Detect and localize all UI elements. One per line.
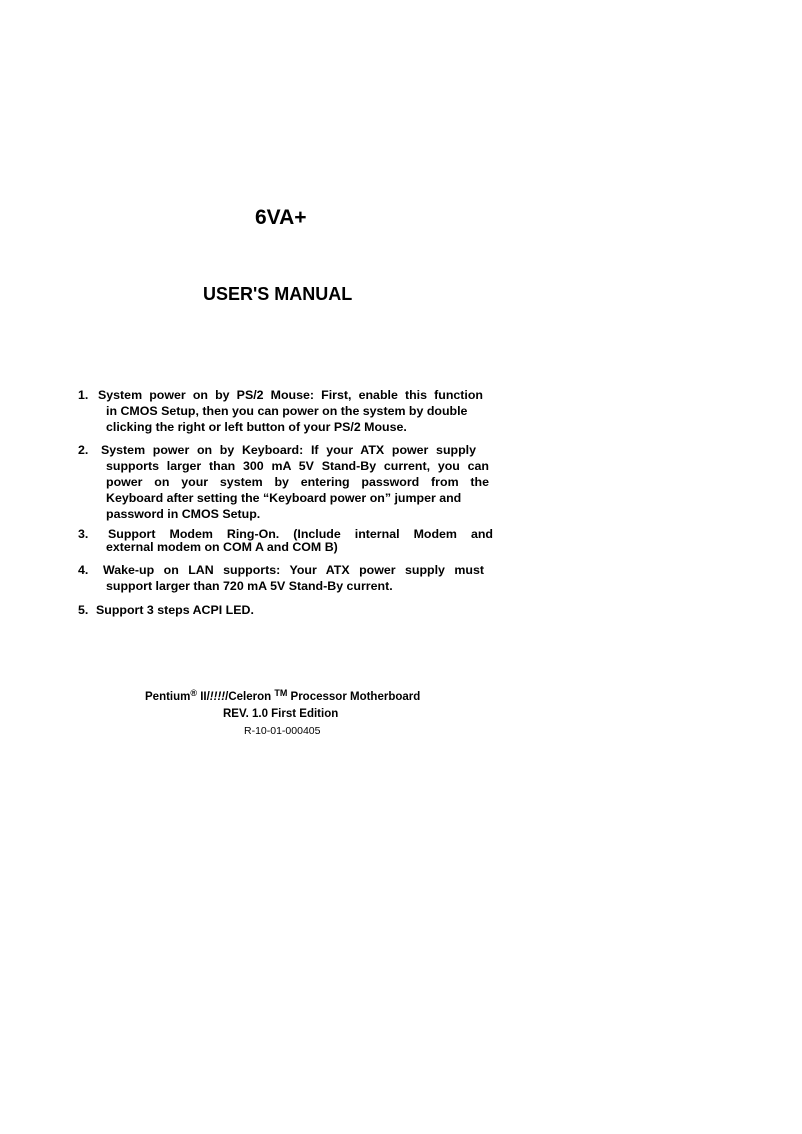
feature-item-5 [78,602,493,618]
feature-line: Keyboard after setting the “Keyboard power on” jumper and [106,491,462,505]
feature-line: System power on by PS/2 Mouse: First, enable this function [98,388,483,402]
model-name: 6VA+ [255,206,307,229]
feature-line: password in CMOS Setup. [106,507,261,521]
feature-line: Support 3 steps ACPI LED. [96,603,254,617]
feature-number: 5. [78,603,89,617]
feature-line: Support Modem Ring-On. (Include internal Modem and [108,527,493,541]
manual-title: USER'S MANUAL [203,284,353,304]
feature-number: 3. [78,527,89,541]
feature-line: clicking the right or left button of your PS/2 Mouse. [106,420,407,434]
feature-item-4 [78,562,493,594]
feature-line: System power on by Keyboard: If your ATX power supply [101,443,476,457]
feature-line: support larger than 720 mA 5V Stand-By current. [106,579,393,593]
feature-number: 1. [78,388,89,402]
part-number: R-10-01-000405 [244,725,321,737]
feature-line: external modem on COM A and COM B) [106,540,338,554]
feature-item-3 [78,526,493,558]
feature-item-1 [78,387,493,435]
processor-line: Pentium® II/!!!!/Celeron ™ Processor Motherboard [145,688,421,703]
feature-line: Wake-up on LAN supports: Your ATX power supply must [103,563,484,577]
feature-line: power on your system by entering password from the [106,475,489,489]
feature-item-2 [78,442,493,522]
feature-number: 2. [78,443,89,457]
feature-number: 4. [78,563,89,577]
revision-line: REV. 1.0 First Edition [223,708,339,720]
registered-mark: ® [190,688,198,698]
feature-list [78,387,493,618]
feature-line: in CMOS Setup, then you can power on the system by double [106,404,468,418]
trademark: TM [274,688,288,698]
feature-line: supports larger than 300 mA 5V Stand-By current, you can [106,459,489,473]
